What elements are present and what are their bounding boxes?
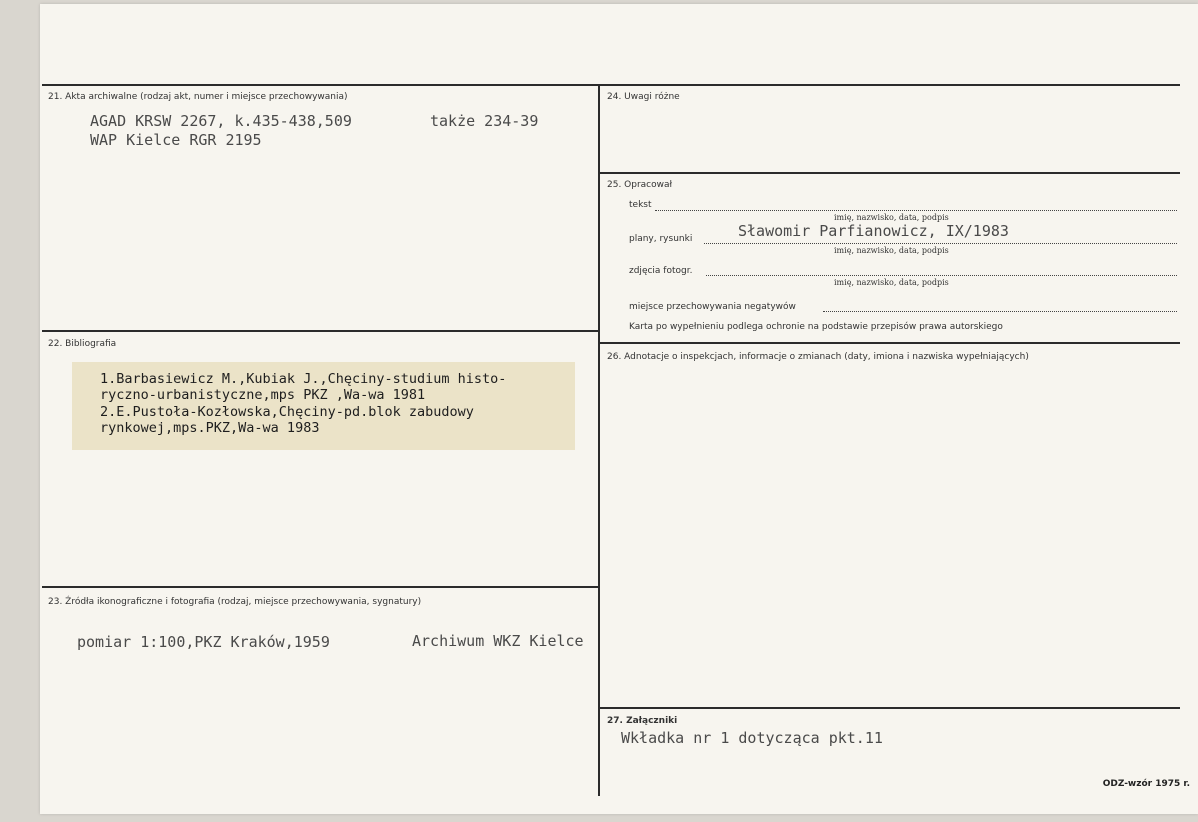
form-version: ODZ-wzór 1975 r. — [1102, 779, 1190, 789]
tekst-line — [655, 210, 1177, 211]
zdjecia-label: zdjęcia fotogr. — [629, 266, 693, 276]
rule-21-22 — [42, 330, 598, 332]
section-22-label: 22. Bibliografia — [48, 339, 117, 349]
zdjecia-caption: imię, nazwisko, data, podpis — [834, 278, 949, 287]
iconography-source: pomiar 1:100,PKZ Kraków,1959 — [77, 633, 330, 651]
bibliography-line: ryczno-urbanistyczne,mps PKZ ,Wa-wa 1981 — [100, 387, 426, 403]
bibliography-slip — [72, 362, 575, 450]
plany-value: Sławomir Parfianowicz, IX/1983 — [738, 222, 1009, 240]
plany-label: plany, rysunki — [629, 234, 693, 244]
bibliography-line: 1.Barbasiewicz M.,Kubiak J.,Chęciny-studium histo- — [100, 371, 507, 387]
tekst-label: tekst — [629, 200, 652, 210]
section-27-label-text: 27. Załączniki — [607, 716, 678, 726]
miejsce-label: miejsce przechowywania negatywów — [629, 302, 796, 312]
archival-line-2: WAP Kielce RGR 2195 — [90, 131, 262, 149]
copyright-note: Karta po wypełnieniu podlega ochronie na podstawie przepisów prawa autorskiego — [629, 322, 1003, 332]
center-divider — [598, 84, 600, 796]
attachments-value: Wkładka nr 1 dotycząca pkt.11 — [621, 729, 883, 747]
section-23-label: 23. Źródła ikonograficzne i fotografia (rodzaj, miejsce przechowywania, sygnatury) — [48, 597, 422, 607]
section-21-label: 21. Akta archiwalne (rodzaj akt, numer i miejsce przechowywania) — [48, 92, 348, 102]
iconography-archive: Archiwum WKZ Kielce — [412, 632, 584, 650]
bibliography-line: 2.E.Pustoła-Kozłowska,Chęciny-pd.blok zabudowy — [100, 404, 474, 420]
archival-line-1: AGAD KRSW 2267, k.435-438,509 — [90, 112, 352, 130]
zdjecia-line — [706, 275, 1177, 276]
section-24-label: 24. Uwagi różne — [607, 92, 680, 102]
plany-caption: imię, nazwisko, data, podpis — [834, 246, 949, 255]
rule-26-27 — [600, 707, 1180, 709]
miejsce-line — [823, 311, 1177, 312]
plany-line — [704, 243, 1177, 244]
top-rule — [42, 84, 1180, 86]
section-25-label: 25. Opracował — [607, 180, 673, 190]
rule-22-23 — [42, 586, 598, 588]
rule-25-26 — [600, 342, 1180, 344]
tekst-caption: imię, nazwisko, data, podpis — [834, 213, 949, 222]
bibliography-line: rynkowej,mps.PKZ,Wa-wa 1983 — [100, 420, 320, 436]
rule-24-25 — [600, 172, 1180, 174]
section-26-label: 26. Adnotacje o inspekcjach, informacje o zmianach (daty, imiona i nazwiska wypełniających) — [607, 352, 1029, 362]
archival-line-1-extra: także 234-39 — [430, 112, 539, 130]
section-27-label — [607, 716, 677, 726]
